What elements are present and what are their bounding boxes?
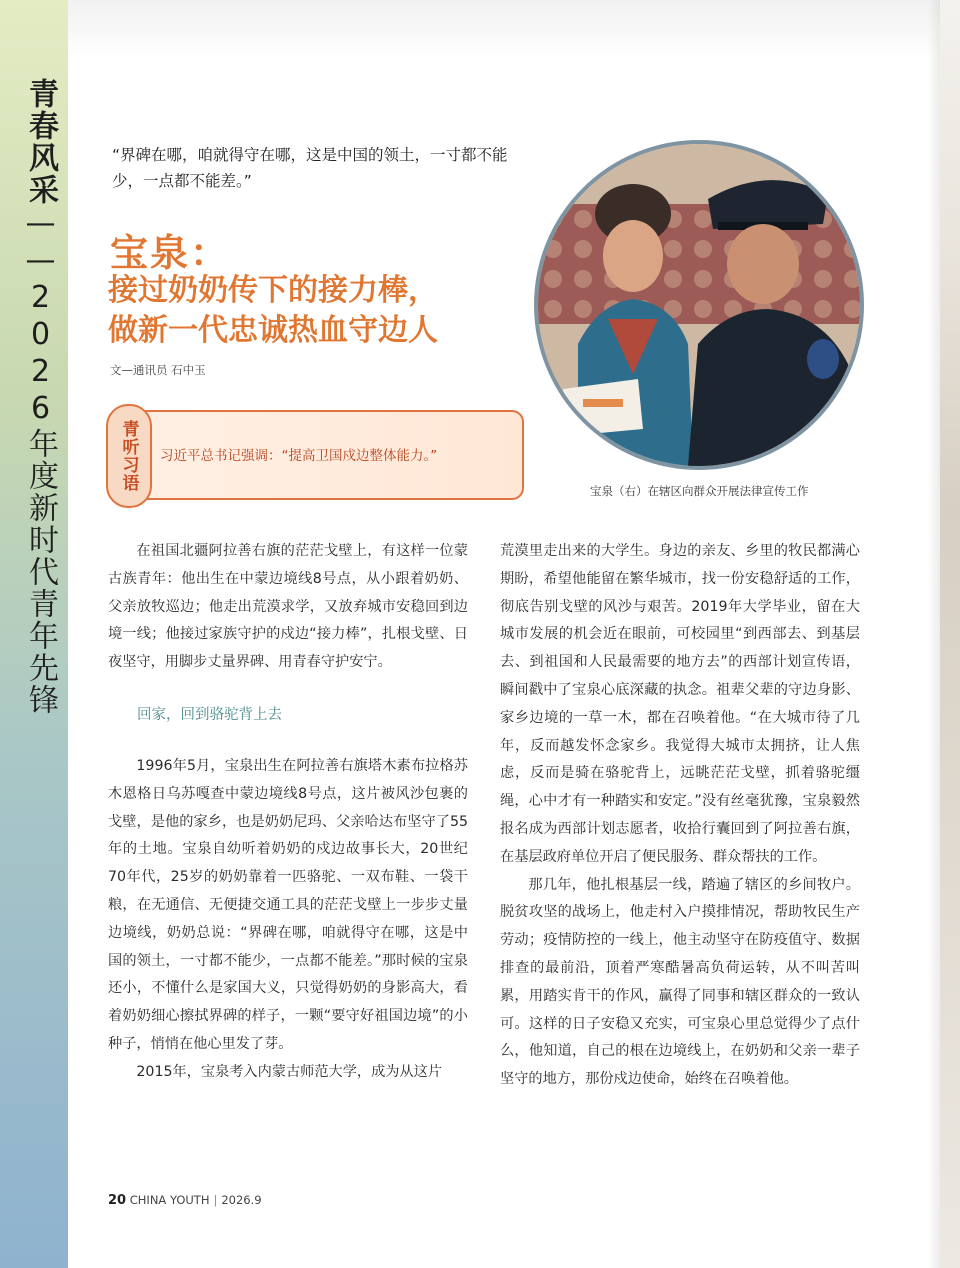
footer-divider: | bbox=[213, 1193, 218, 1207]
body-paragraph: 2015年，宝泉考入内蒙古师范大学，成为从这片 bbox=[136, 1063, 443, 1080]
body-paragraph: 1996年5月，宝泉出生在阿拉善右旗塔木素布拉格苏木恩格日乌苏嘎查中蒙边境线8号点，这片被风沙包裹的戈壁，是他的家乡，也是奶奶尼玛、父亲哈达布坚守了55年的土地。宝泉自幼听着奶奶的戍边故事长大，20世纪70年代，25岁的奶奶靠着一匹骆驼、一双布鞋、一袋干粮，在无通信、无便捷交通工具的茫茫戈壁上一步步丈量边境线，奶奶总说：“界碑在哪，咱就得守在哪，这是中国的领土，一寸都不能少，一点都不能差。”那时候的宝泉还小，不懂什么是家国大义，只觉得奶奶的身影高大，看着奶奶细心擦拭界碑的样子，一颗“要守好祖国边境”的小种子，悄悄在他心里发了芽。 bbox=[108, 757, 468, 1052]
headline-line-1: 接过奶奶传下的接力棒， bbox=[108, 273, 438, 308]
page-footer bbox=[108, 1193, 262, 1208]
magazine-name: CHINA YOUTH bbox=[129, 1193, 210, 1207]
pull-quote: “界碑在哪，咱就得守在哪，这是中国的领土，一寸都不能少，一点都不能差。” bbox=[112, 146, 508, 190]
top-shade bbox=[68, 0, 940, 60]
section-subheading: 回家，回到骆驼背上去 bbox=[137, 706, 282, 723]
column-title-dash: —— bbox=[23, 206, 58, 280]
body-column-left bbox=[108, 538, 468, 1087]
column-title-main: 青春风采 bbox=[23, 78, 58, 206]
body-column-right bbox=[500, 538, 860, 1094]
body-paragraph: 在祖国北疆阿拉善右旗的茫茫戈壁上，有这样一位蒙古族青年：他出生在中蒙边境线8号点，从小跟着奶奶、父亲放牧巡边；他走出荒漠求学，又放弃城市安稳回到边境一线；他接过家族守护的戍边“接力棒”，扎根戈壁、日夜坚守，用脚步丈量界碑、用青春守护安宁。 bbox=[108, 543, 468, 671]
byline: 文—通讯员 石中玉 bbox=[110, 363, 206, 377]
qingting-quote: 习近平总书记强调：“提高卫国戍边整体能力。” bbox=[160, 448, 438, 464]
page-fold-shadow bbox=[928, 0, 940, 1268]
qingting-badge bbox=[106, 404, 152, 508]
body-paragraph: 荒漠里走出来的大学生。身边的亲友、乡里的牧民都满心期盼，希望他能留在繁华城市，找一份安稳舒适的工作，彻底告别戈壁的风沙与艰苦。2019年大学毕业，留在大城市发展的机会近在眼前，可校园里“到西部去、到基层去、到祖国和人民最需要的地方去”的西部计划宣传语，瞬间戳中了宝泉心底深藏的执念。祖辈父辈的守边身影、家乡边境的一草一木，都在召唤着他。“在大城市待了几年，反而越发怀念家乡。我觉得大城市太拥挤，让人焦虑，反而是骑在骆驼背上，远眺茫茫戈壁，抓着骆驼缰绳，心中才有一种踏实和安定。”没有丝毫犹豫，宝泉毅然报名成为西部计划志愿者，收拾行囊回到了阿拉善右旗，在基层政府单位开启了便民服务、群众帮扶的工作。 bbox=[500, 543, 860, 865]
column-title bbox=[22, 78, 62, 716]
body-paragraph: 那几年，他扎根基层一线，踏遍了辖区的乡间牧户。脱贫攻坚的战场上，他走村入户摸排情况，帮助牧民生产劳动；疫情防控的一线上，他主动坚守在防疫值守、数据排查的最前沿，顶着严寒酷暑高负荷运转，从不叫苦叫累，用踏实肯干的作风，赢得了同事和辖区群众的一致认可。这样的日子安稳又充实，可宝泉心里总觉得少了点什么，他知道，自己的根在边境线上，在奶奶和父亲一辈子坚守的地方，那份戍边使命，始终在召唤着他。 bbox=[500, 876, 860, 1088]
headline-name: 宝泉： bbox=[110, 230, 231, 275]
photo-caption: 宝泉（右）在辖区向群众开展法律宣传工作 bbox=[590, 484, 809, 498]
page-number: 20 bbox=[108, 1193, 127, 1208]
article-photo bbox=[534, 140, 864, 470]
right-page-edge bbox=[940, 0, 960, 1268]
headline bbox=[108, 271, 538, 351]
column-title-sub: 2026年度新时代青年先锋 bbox=[23, 280, 58, 716]
qingting-badge-label: 青听习语 bbox=[118, 420, 139, 492]
issue-number: 2026.9 bbox=[221, 1193, 262, 1207]
headline-line-2: 做新一代忠诚热血守边人 bbox=[108, 313, 438, 348]
photo-illustration bbox=[538, 144, 860, 466]
